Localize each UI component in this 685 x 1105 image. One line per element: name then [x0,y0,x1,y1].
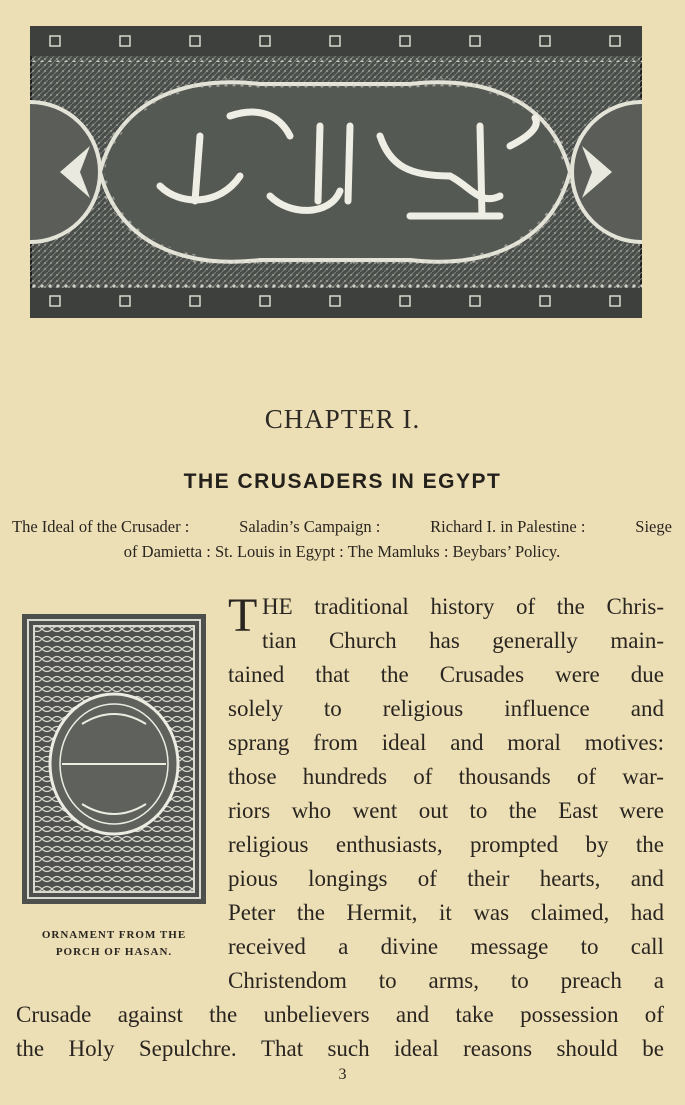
body-line: Crusade against the unbelievers and take possession of [16,1002,664,1027]
chapter-synopsis [8,514,676,564]
caption-line: PORCH OF HASAN. [55,946,173,958]
chapter-number: CHAPTER I. [264,404,421,434]
synopsis-topic: The Ideal of the Crusader : [12,517,190,536]
body-line: the Holy Sepulchre. That such ideal reasons should be [16,1036,664,1061]
drop-cap: T [228,589,258,642]
body-line: pious longings of their hearts, and [228,866,664,891]
body-line: Christendom to arms, to preach a [228,968,664,993]
synopsis-line: of Damietta : St. Louis in Egypt : The Mamluks : Beybars’ Policy. [123,542,561,561]
header-ornament [30,26,642,318]
body-line: Peter the Hermit, it was claimed, had [228,900,664,925]
synopsis-topic: Saladin’s Campaign : [239,517,381,536]
body-line: received a divine message to call [228,934,664,959]
body-line: tained that the Crusades were due [228,662,664,687]
body-line: HE traditional history of the Chris- [262,594,664,619]
body-line: riors who went out to the East were [228,798,664,823]
body-line: tian Church has generally main- [262,628,664,653]
synopsis-topic: Richard I. in Palestine : [430,517,586,536]
porch-ornament-figure [22,614,206,904]
caption-line: ORNAMENT FROM THE [41,929,187,941]
figure-caption [10,927,218,961]
synopsis-line [8,514,676,539]
body-line: solely to religious influence and [228,696,664,721]
synopsis-topic: Siege [635,517,672,536]
chapter-title: THE CRUSADERS IN EGYPT [183,470,502,493]
page-number: 3 [338,1066,347,1083]
body-line: religious enthusiasts, prompted by the [228,832,664,857]
body-line: those hundreds of thousands of war- [228,764,664,789]
body-line: sprang from ideal and moral motives: [228,730,664,755]
